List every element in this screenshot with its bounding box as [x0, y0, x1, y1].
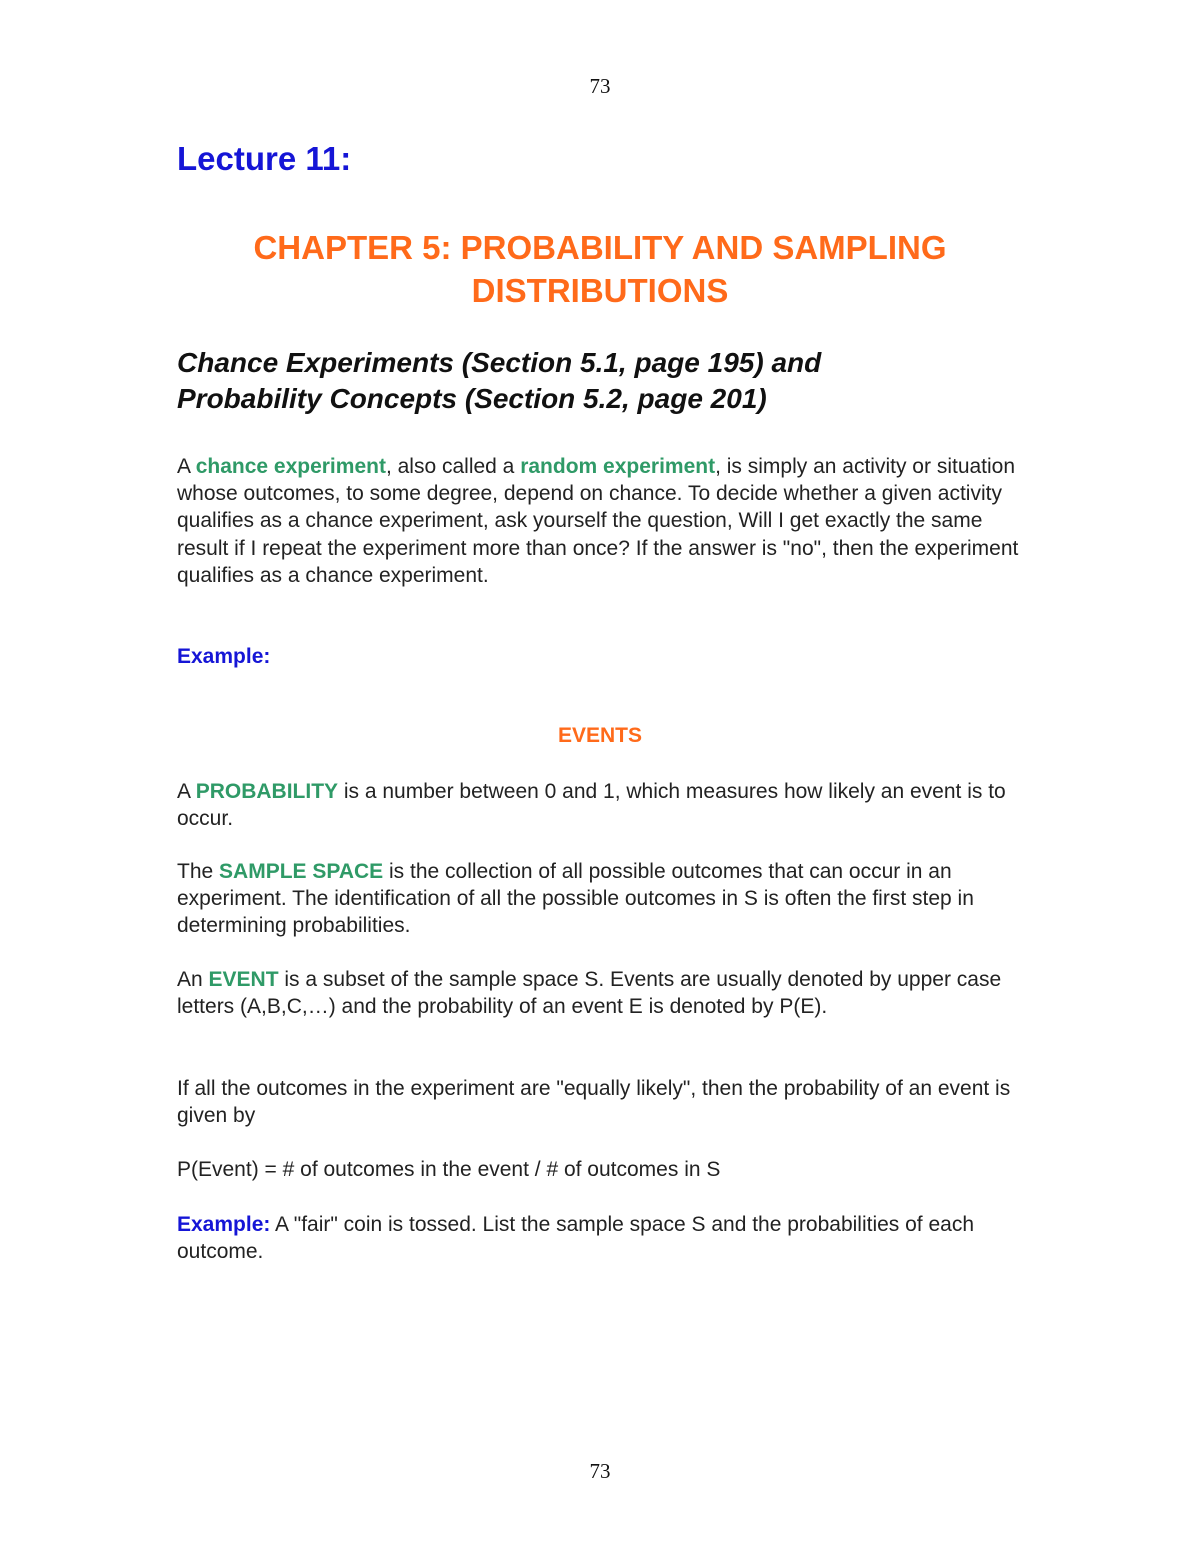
text-run: , also called a: [385, 455, 521, 478]
section-heading-line2: Probability Concepts (Section 5.2, page 201): [177, 383, 767, 414]
term-probability: PROBABILITY: [195, 780, 339, 803]
text-run: A "fair" coin is tossed. List the sample space S and the probabilities of each outcome.: [177, 1213, 975, 1264]
text-run: A: [177, 780, 196, 803]
term-chance-experiment: chance experiment: [195, 455, 386, 478]
text-run: , is simply an activity or situation whose outcomes, to some degree, depend on chance. To decide whether a given activity qualifies as a chance experiment, ask yourself the question, Will I get exactly the same result if I repeat the experiment more than once? If the answer is "no", then the experiment qualifies as a chance experiment.: [177, 455, 1019, 587]
coin-example-paragraph: [177, 1211, 1037, 1265]
chapter-title: CHAPTER 5: PROBABILITY AND SAMPLING DISTRIBUTIONS: [253, 229, 947, 309]
example-label-text: Example:: [177, 645, 271, 668]
text-run: is a number between 0 and 1, which measures how likely an event is to occur.: [177, 780, 1006, 831]
text-run: A: [177, 455, 196, 478]
text-run: is the collection of all possible outcomes that can occur in an experiment. The identification of all the possible outcomes in S is often the first step in determining probabilities.: [177, 860, 974, 938]
section-heading: [177, 345, 1037, 417]
sample-space-paragraph: [177, 858, 1037, 940]
page-number-bottom: 73: [589, 1459, 611, 1483]
events-heading: EVENTS: [557, 724, 643, 747]
term-event: EVENT: [208, 968, 279, 991]
probability-formula: P(Event) = # of outcomes in the event / # of outcomes in S: [177, 1158, 721, 1181]
equally-likely-paragraph: If all the outcomes in the experiment are "equally likely", then the probability of an event is given by: [177, 1077, 1011, 1128]
example-label-text: Example:: [177, 1213, 271, 1236]
event-paragraph: [177, 966, 1037, 1020]
page-number-top: 73: [589, 74, 611, 98]
probability-paragraph: [177, 778, 1037, 832]
term-random-experiment: random experiment: [520, 455, 716, 478]
section-heading-line1: Chance Experiments (Section 5.1, page 195) and: [177, 347, 822, 378]
lecture-title: Lecture 11:: [177, 140, 352, 177]
chance-experiment-paragraph: [177, 453, 1037, 589]
text-run: An: [177, 968, 209, 991]
example-label: [177, 643, 1037, 670]
text-run: is a subset of the sample space S. Events are usually denoted by upper case letters (A,B,C,…) and the probability of an event E is denoted by P(E).: [177, 968, 1002, 1019]
text-run: The: [177, 860, 220, 883]
term-sample-space: SAMPLE SPACE: [219, 860, 384, 883]
